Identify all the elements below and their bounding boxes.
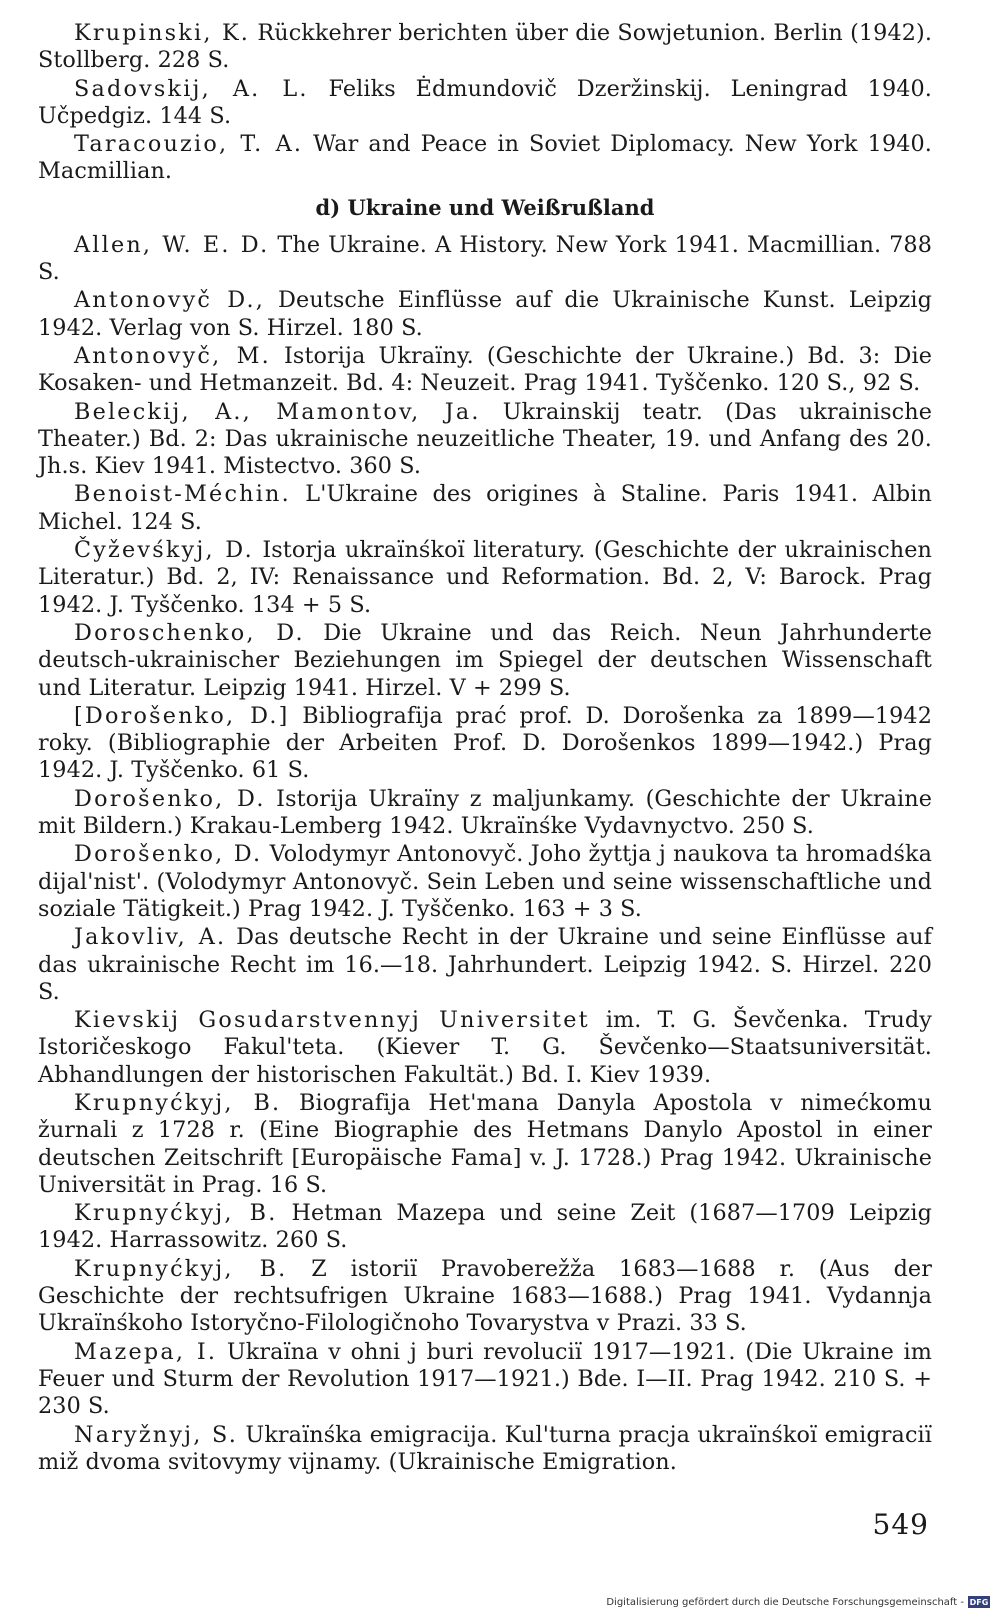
entry-author: [Dorošenko, D.] bbox=[74, 702, 290, 729]
entry-author: Krupnyćkyj, B. bbox=[74, 1200, 278, 1227]
entry-text: Ukraïnśka emigracija. Kul'turna pracja ukraïnśkoï emigraciï miž dvoma svitovymy vijnamy. (Ukrainische Emigration. bbox=[38, 1421, 932, 1475]
entry-author: Antonovyč D., bbox=[74, 287, 266, 314]
entry-author: Benoist-Méchin. bbox=[74, 481, 291, 508]
entry-text: im. T. G. Ševčenka. Trudy Istoričeskogo Fakul'teta. (Kiever T. G. Ševčenko—Staatsuniversität. Abhandlungen der historischen Fakultät.) Bd. I. Kiev 1939. bbox=[38, 1007, 933, 1088]
bibliography-entry bbox=[38, 287, 932, 342]
bibliography-entry bbox=[38, 620, 932, 702]
entry-text: Istorija Ukraïny. (Geschichte der Ukraine.) Bd. 3: Die Kosaken- und Hetmanzeit. Bd. 4: Neuzeit. Prag 1941. Tyščenko. 120 S., 92 S. bbox=[38, 342, 932, 397]
entry-text: Ukrainskij teatr. (Das ukrainische Theater.) Bd. 2: Das ukrainische neuzeitliche Theater, 19. und Anfang des 20. Jh.s. Kiev 1941. Mistectvo. 360 S. bbox=[38, 398, 932, 480]
bibliography-entry bbox=[38, 841, 932, 923]
entry-author: Jakovliv, A. bbox=[74, 924, 227, 951]
entry-author: Krupnyćkyj, B. bbox=[74, 1089, 282, 1116]
entry-text: Die Ukraine und das Reich. Neun Jahrhunderte deutsch-ukrainischer Beziehungen im Spiegel der deutschen Wissenschaft und Literatur. Leipzig 1941. Hirzel. V + 299 S. bbox=[38, 619, 932, 701]
section-heading: d) Ukraine und Weißrußland bbox=[315, 194, 655, 220]
entry-author: Mazepa, I. bbox=[74, 1338, 218, 1365]
bibliography-column bbox=[38, 20, 932, 1477]
bibliography-entry bbox=[38, 76, 932, 131]
entry-author: Sadovskij, A. L. bbox=[74, 75, 309, 102]
entry-text: Das deutsche Recht in der Ukraine und seine Einflüsse auf das ukrainische Recht im 16.—18. Jahrhundert. Leipzig 1942. S. Hirzel. 220 S. bbox=[38, 924, 932, 1005]
entry-text: Feliks Ėdmundovič Dzeržinskij. Leningrad 1940. Učpedgiz. 144 S. bbox=[38, 75, 932, 129]
entry-text: Biografija Het'mana Danyla Apostola v nimećkomu žurnali z 1728 r. (Eine Biographie des Hetmans Danylo Apostol in einer deutschen Zeitschrift [Europäische Fama] v. J. 1728.) Prag 1942. Ukrainische Universität in Prag. 16 S. bbox=[38, 1089, 932, 1198]
bibliography-entry bbox=[38, 1200, 932, 1255]
entry-author: Doroschenko, D. bbox=[74, 619, 305, 646]
entry-author: Dorošenko, D. bbox=[74, 785, 266, 812]
entry-author: Kievskij Gosudarstvennyj Universitet bbox=[74, 1007, 590, 1034]
entry-text: L'Ukraine des origines à Staline. Paris 1941. Albin Michel. 124 S. bbox=[38, 481, 932, 535]
bibliography-entry bbox=[38, 232, 932, 287]
entry-author: Krupinski, K. bbox=[74, 20, 251, 46]
bibliography-entry bbox=[38, 481, 932, 536]
entry-author: Beleckij, A., Mamontov, Ja. bbox=[74, 398, 481, 425]
bibliography-entry bbox=[38, 20, 932, 75]
entry-text: Deutsche Einflüsse auf die Ukrainische Kunst. Leipzig 1942. Verlag von S. Hirzel. 180 S. bbox=[38, 287, 932, 341]
entry-author: Allen, W. E. D. bbox=[74, 231, 270, 258]
entry-text: Volodymyr Antonovyč. Joho žyttja j naukova ta hromadśka dijal'nist'. (Volodymyr Antonovyč. Sein Leben und seine wissenschaftliche und soziale Tätigkeit.) Prag 1942. J. Tyščenko. 163 + 3 S. bbox=[38, 841, 932, 922]
bibliography-entry bbox=[38, 537, 932, 619]
bibliography-entry bbox=[38, 703, 932, 785]
bibliography-entry bbox=[38, 1090, 932, 1199]
entry-text: Z istoriï Pravoberežža 1683—1688 r. (Aus der Geschichte der rechtsufrigen Ukraine 1683—1688.) Prag 1941. Vydannja Ukraïnśkoho Istoryčno-Filologičnoho Tovarystva v Prazi. 33 S. bbox=[38, 1255, 932, 1337]
bibliography-entry bbox=[38, 343, 932, 398]
entry-text: Rückkehrer berichten über die Sowjetunion. Berlin (1942). Stollberg. 228 S. bbox=[38, 20, 933, 74]
entry-text: Ukraïna v ohni j buri revoluciï 1917—1921. (Die Ukraine im Feuer und Sturm der Revolution 1917—1921.) Bde. I—II. Prag 1942. 210 S. + 230 S. bbox=[38, 1338, 933, 1420]
entry-text: Istorija Ukraïny z maljunkamy. (Geschichte der Ukraine mit Bildern.) Krakau-Lemberg 1942. Ukraïnśke Vydavnyctvo. 250 S. bbox=[38, 785, 932, 840]
entry-text: War and Peace in Soviet Diplomacy. New York 1940. Macmillian. bbox=[38, 131, 932, 185]
entry-author: Naryžnyj, S. bbox=[74, 1421, 239, 1448]
entry-text: Hetman Mazepa und seine Zeit (1687—1709 Leipzig 1942. Harrassowitz. 260 S. bbox=[38, 1200, 932, 1254]
bibliography-entry bbox=[38, 399, 932, 481]
bibliography-entry bbox=[38, 1422, 932, 1477]
entry-text: Bibliografija prać prof. D. Dorošenka za 1899—1942 roky. (Bibliographie der Arbeiten Prof. D. Dorošenkos 1899—1942.) Prag 1942. J. Tyščenko. 61 S. bbox=[38, 702, 932, 784]
entry-text: The Ukraine. A History. New York 1941. Macmillian. 788 S. bbox=[38, 231, 932, 286]
bibliography-entry bbox=[38, 1339, 932, 1421]
bibliography-entry bbox=[38, 924, 932, 1006]
entry-author: Krupnyćkyj, B. bbox=[74, 1255, 288, 1282]
entry-text: Istorja ukraïnśkoï literatury. (Geschichte der ukrainischen Literatur.) Bd. 2, IV: Renaissance und Reformation. Bd. 2, V: Barock. Prag 1942. J. Tyščenko. 134 + 5 S. bbox=[38, 537, 933, 618]
bibliography-entry bbox=[38, 1007, 932, 1089]
bibliography-entry bbox=[38, 786, 932, 841]
bibliography-entry bbox=[38, 1256, 932, 1338]
entry-author: Dorošenko, D. bbox=[74, 841, 263, 868]
entry-author: Antonovyč, M. bbox=[74, 342, 271, 369]
dfg-logo-icon: DFG bbox=[969, 1597, 989, 1607]
bibliography-entry bbox=[38, 131, 932, 186]
entry-author: Taracouzio, T. A. bbox=[74, 131, 304, 158]
page-number: 549 bbox=[872, 1508, 929, 1541]
entry-author: Čyževśkyj, D. bbox=[74, 537, 254, 564]
digitization-footer bbox=[606, 1596, 990, 1608]
footer-credit: Digitalisierung gefördert durch die Deutsche Forschungsgemeinschaft - bbox=[606, 1596, 964, 1608]
